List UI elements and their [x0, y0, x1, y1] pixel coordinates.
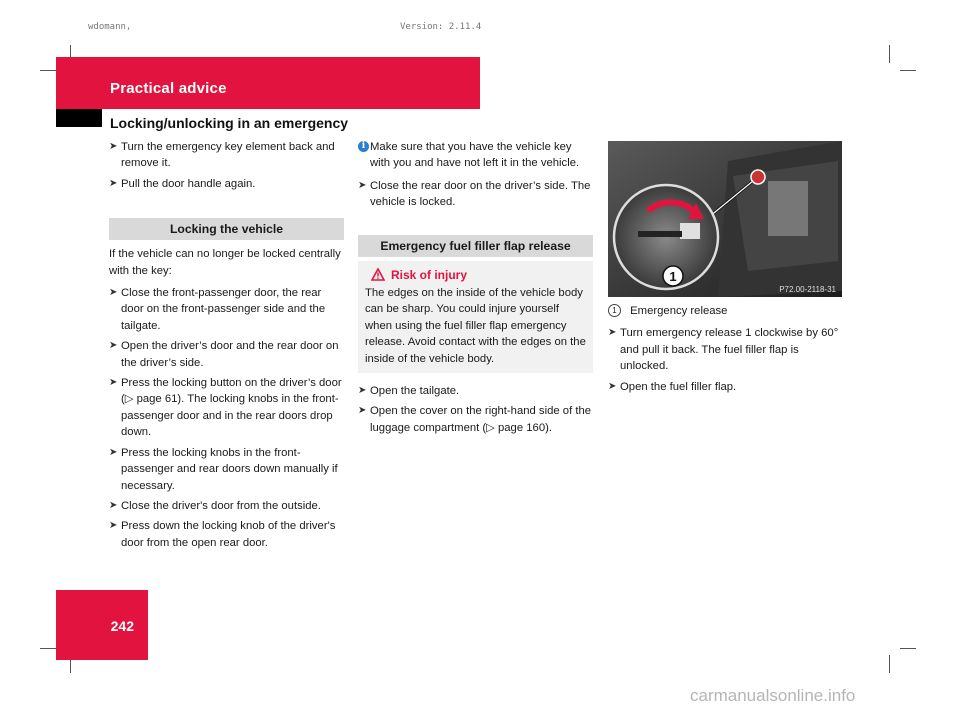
- info-note: Make sure that you have the vehicle key with you and have not left it in the vehicle.: [370, 141, 580, 170]
- list-item: ➤ Press down the locking knob of the driver's door from the open rear door.: [109, 520, 336, 549]
- photo-code: P72.00-2118-31: [779, 285, 836, 294]
- callout-number: 1: [608, 304, 621, 317]
- section-title: Practical advice: [110, 80, 227, 97]
- locking-heading: Locking the vehicle: [109, 218, 344, 240]
- page-number: 242: [110, 618, 134, 634]
- list-item: ➤ Press the locking knobs in the front-passenger and rear doors down manually if necessary.: [109, 446, 338, 492]
- page-number-box: [56, 590, 148, 660]
- watermark: carmanualsonline.info: [690, 686, 856, 705]
- list-item: ➤ Close the rear door on the driver’s side. The vehicle is locked.: [358, 179, 591, 209]
- arrow-icon: ➤: [358, 405, 367, 417]
- arrow-icon: ➤: [109, 520, 118, 532]
- legend-item: [608, 303, 843, 319]
- list-item: ➤ Press the locking button on the driver’s door (▷ page 61). The locking knobs in the front-passenger door and in the rear doors drop down.: [109, 377, 342, 439]
- arrow-icon: ➤: [109, 177, 118, 189]
- intro-text: If the vehicle can no longer be locked centrally with the key:: [109, 248, 341, 277]
- list-item: ➤ Open the tailgate.: [358, 383, 593, 399]
- legend-label: Emergency release: [630, 305, 728, 317]
- arrow-icon: ➤: [109, 446, 118, 458]
- crop-mark: [900, 70, 916, 71]
- list-item: ➤ Open the cover on the right-hand side of the luggage compartment (▷ page 160).: [358, 405, 592, 434]
- warning-text: The edges on the inside of the vehicle body can be sharp. You could injure yourself when using the fuel filler flap emergency release. Avoid contact with the edges on the inside of the vehicle body.: [365, 287, 586, 365]
- crop-mark: [900, 648, 916, 649]
- arrow-icon: ➤: [109, 340, 118, 352]
- photo-callout: 1: [669, 269, 677, 284]
- fuel-flap-heading: Emergency fuel filler flap release: [358, 235, 593, 257]
- warning-title: Risk of injury: [391, 267, 468, 282]
- page-title: Locking/unlocking in an emergency: [110, 115, 349, 131]
- arrow-icon: ➤: [608, 380, 617, 392]
- crop-mark: [40, 70, 56, 71]
- arrow-icon: ➤: [109, 499, 118, 511]
- list-item: ➤ Pull the door handle again.: [109, 176, 344, 192]
- warning-triangle-icon: [371, 268, 385, 281]
- list-item: ➤ Close the front-passenger door, the rear door on the front-passenger side and the tailgate.: [109, 287, 326, 332]
- column-3: [608, 303, 843, 399]
- list-item: ➤ Close the driver's door from the outside.: [109, 498, 344, 514]
- list-item: ➤ Turn the emergency key element back and remove it.: [109, 141, 335, 170]
- crop-mark: [889, 655, 890, 673]
- arrow-icon: ➤: [358, 385, 367, 397]
- header-black-tab: [56, 109, 102, 127]
- warning-box: [358, 261, 593, 373]
- arrow-icon: ➤: [608, 327, 617, 339]
- column-1: [109, 139, 344, 555]
- emergency-release-photo: [608, 141, 842, 297]
- info-icon: i: [358, 141, 369, 152]
- list-item: ➤ Open the fuel filler flap.: [608, 379, 843, 395]
- crop-mark: [40, 648, 56, 649]
- arrow-icon: ➤: [109, 377, 118, 389]
- arrow-icon: ➤: [109, 287, 118, 299]
- list-item: ➤ Open the driver’s door and the rear door on the driver’s side.: [109, 340, 339, 369]
- author-meta: wdomann,: [88, 22, 132, 32]
- column-2: [358, 139, 593, 440]
- arrow-icon: ➤: [358, 179, 367, 191]
- crop-mark: [889, 45, 890, 63]
- list-item: ➤ Turn emergency release 1 clockwise by 60° and pull it back. The fuel filler flap is unlocked.: [608, 327, 839, 373]
- arrow-icon: ➤: [109, 141, 118, 152]
- version-meta: Version: 2.11.4: [400, 22, 482, 32]
